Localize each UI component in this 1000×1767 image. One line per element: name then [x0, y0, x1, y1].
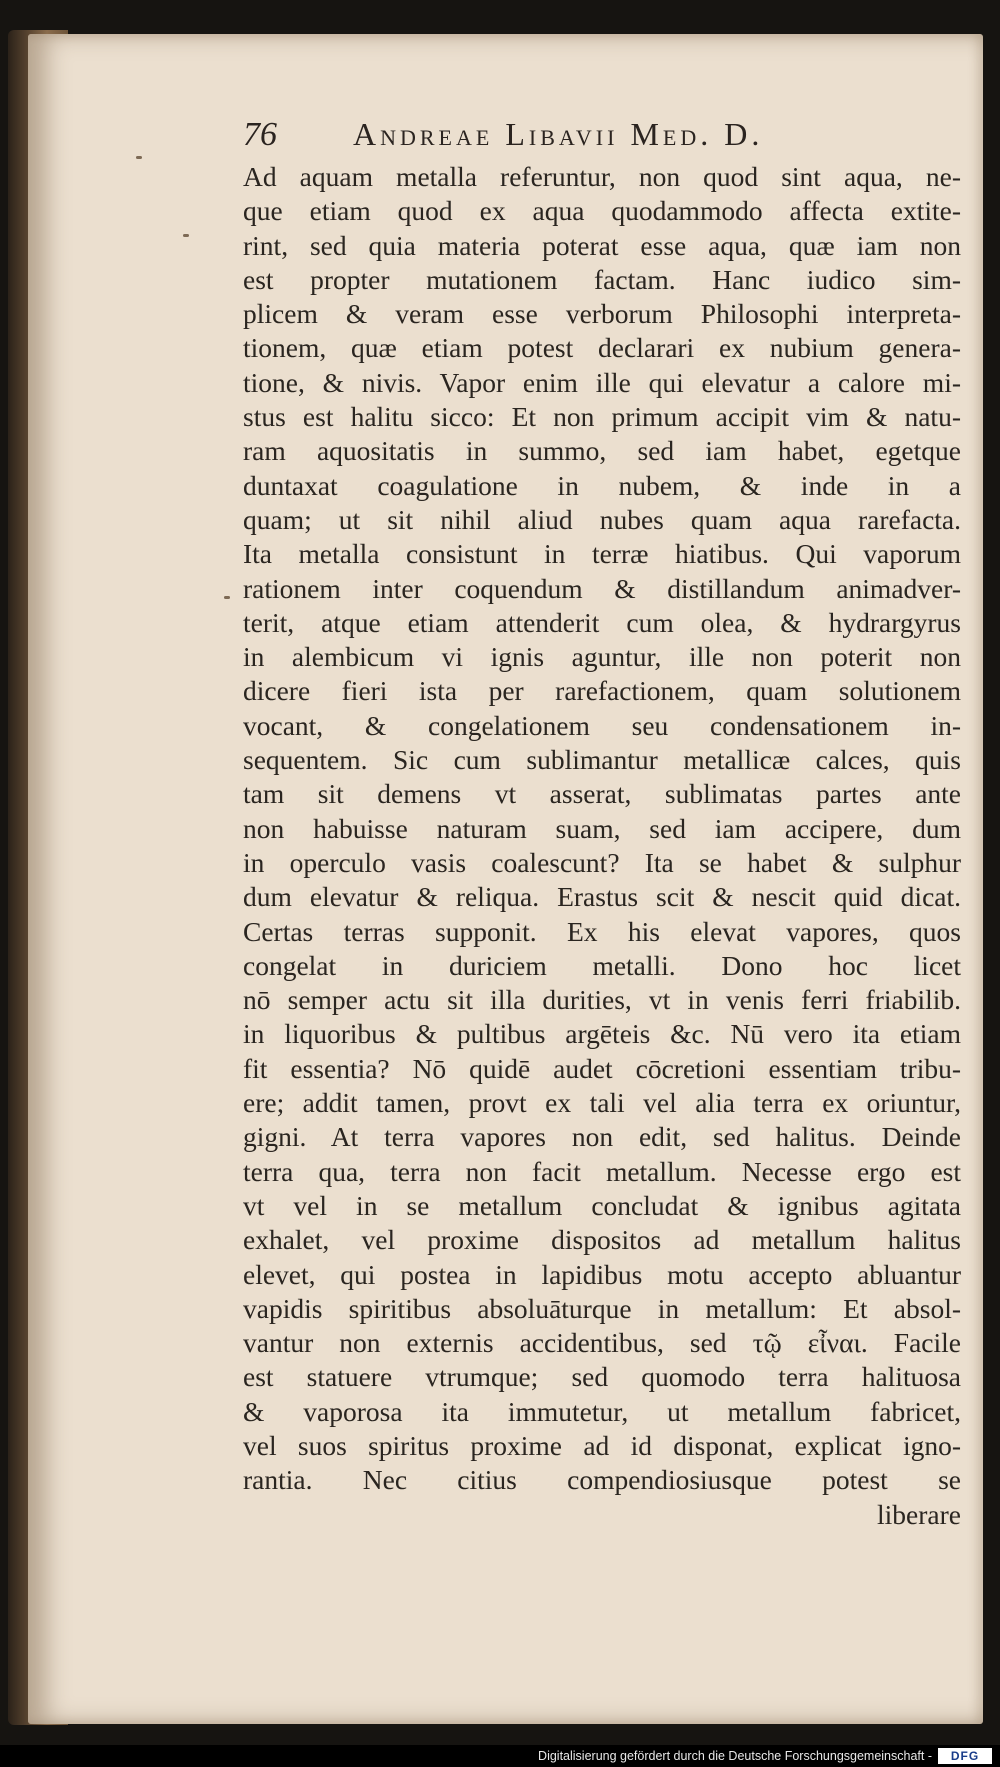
- text-line: dum elevatur & reliqua. Erastus scit & nescit quid dicat.: [243, 881, 961, 913]
- text-line: tam sit demens vt asserat, sublimatas partes ante: [243, 778, 961, 810]
- text-line: in operculo vasis coalescunt? Ita se habet & sulphur: [243, 846, 961, 878]
- text-line: in alembicum vi ignis aguntur, ille non poterit non: [243, 641, 961, 673]
- page-content: [243, 94, 961, 1532]
- text-line: stus est halitu sicco: Et non primum accipit vim & natu-: [243, 401, 961, 433]
- text-line: ere; addit tamen, provt ex tali vel alia terra ex oriuntur,: [243, 1087, 961, 1119]
- page-number: 76: [243, 116, 277, 153]
- text-line: rint, sed quia materia poterat esse aqua, quæ iam non: [243, 229, 961, 261]
- catchword: liberare: [877, 1498, 961, 1530]
- page-speck: [224, 596, 230, 599]
- footer-bar: [0, 1745, 1000, 1767]
- text-line: in liquoribus & pultibus argēteis &c. Nū vero ita etiam: [243, 1018, 961, 1050]
- text-line: plicem & veram esse verborum Philosophi interpreta-: [243, 298, 961, 330]
- text-line: rationem inter coquendum & distillandum animadver-: [243, 572, 961, 604]
- book-page: [28, 34, 983, 1724]
- text-line: dicere fieri ista per rarefactionem, quam solutionem: [243, 675, 961, 707]
- text-line: sequentem. Sic cum sublimantur metallicæ calces, quis: [243, 744, 961, 776]
- dfg-logo: DFG: [938, 1748, 992, 1764]
- digitization-credit: Digitalisierung gefördert durch die Deutsche Forschungsgemeinschaft -: [538, 1749, 932, 1763]
- text-line: elevet, qui postea in lapidibus motu accepto abluantur: [243, 1258, 961, 1290]
- text-line: rantia. Nec citius compendiosiusque potest se: [243, 1464, 961, 1496]
- running-head-title: Andreae Libavii Med. D.: [353, 116, 764, 152]
- page-speck: [183, 234, 189, 237]
- text-line: fit essentia? Nō quidē audet cōcretioni essentiam tribu-: [243, 1052, 961, 1084]
- text-line: vocant, & congelationem seu condensationem in-: [243, 709, 961, 741]
- text-line: vt vel in se metallum concludat & ignibus agitata: [243, 1189, 961, 1221]
- text-line: vel suos spiritus proxime ad id disponat, explicat igno-: [243, 1429, 961, 1461]
- text-line: ram aquositatis in summo, sed iam habet, egetque: [243, 435, 961, 467]
- text-line: est statuere vtrumque; sed quomodo terra halituosa: [243, 1361, 961, 1393]
- text-line: vantur non externis accidentibus, sed τῷ εἶναι. Facile: [243, 1327, 961, 1359]
- text-line: vapidis spiritibus absoluāturque in metallum: Et absol-: [243, 1292, 961, 1324]
- text-line: que etiam quod ex aqua quodammodo affecta extite-: [243, 195, 961, 227]
- text-line: est propter mutationem factam. Hanc iudico sim-: [243, 263, 961, 295]
- text-line: quam; ut sit nihil aliud nubes quam aqua rarefacta.: [243, 503, 961, 535]
- text-line: terra qua, terra non facit metallum. Necesse ergo est: [243, 1155, 961, 1187]
- text-line: exhalet, vel proxime dispositos ad metallum halitus: [243, 1224, 961, 1256]
- text-line: duntaxat coagulatione in nubem, & inde in a: [243, 469, 961, 501]
- text-line: nō semper actu sit illa durities, vt in venis ferri friabilib.: [243, 984, 961, 1016]
- text-line: terit, atque etiam attenderit cum olea, & hydrargyrus: [243, 606, 961, 638]
- text-line: tione, & nivis. Vapor enim ille qui elevatur a calore mi-: [243, 366, 961, 398]
- text-line: & vaporosa ita immutetur, ut metallum fabricet,: [243, 1395, 961, 1427]
- text-line: congelat in duriciem metalli. Dono hoc licet: [243, 949, 961, 981]
- text-line: Ita metalla consistunt in terræ hiatibus. Qui vaporum: [243, 538, 961, 570]
- text-line: gigni. At terra vapores non edit, sed halitus. Deinde: [243, 1121, 961, 1153]
- running-head: [243, 94, 961, 160]
- text-line: tionem, quæ etiam potest declarari ex nubium genera-: [243, 332, 961, 364]
- text-line: Ad aquam metalla referuntur, non quod sint aqua, ne-: [243, 161, 961, 192]
- body-text: [243, 160, 961, 1498]
- text-line: non habuisse naturam suam, sed iam accipere, dum: [243, 812, 961, 844]
- page-speck: [136, 156, 142, 159]
- text-line: Certas terras supponit. Ex his elevat vapores, quos: [243, 915, 961, 947]
